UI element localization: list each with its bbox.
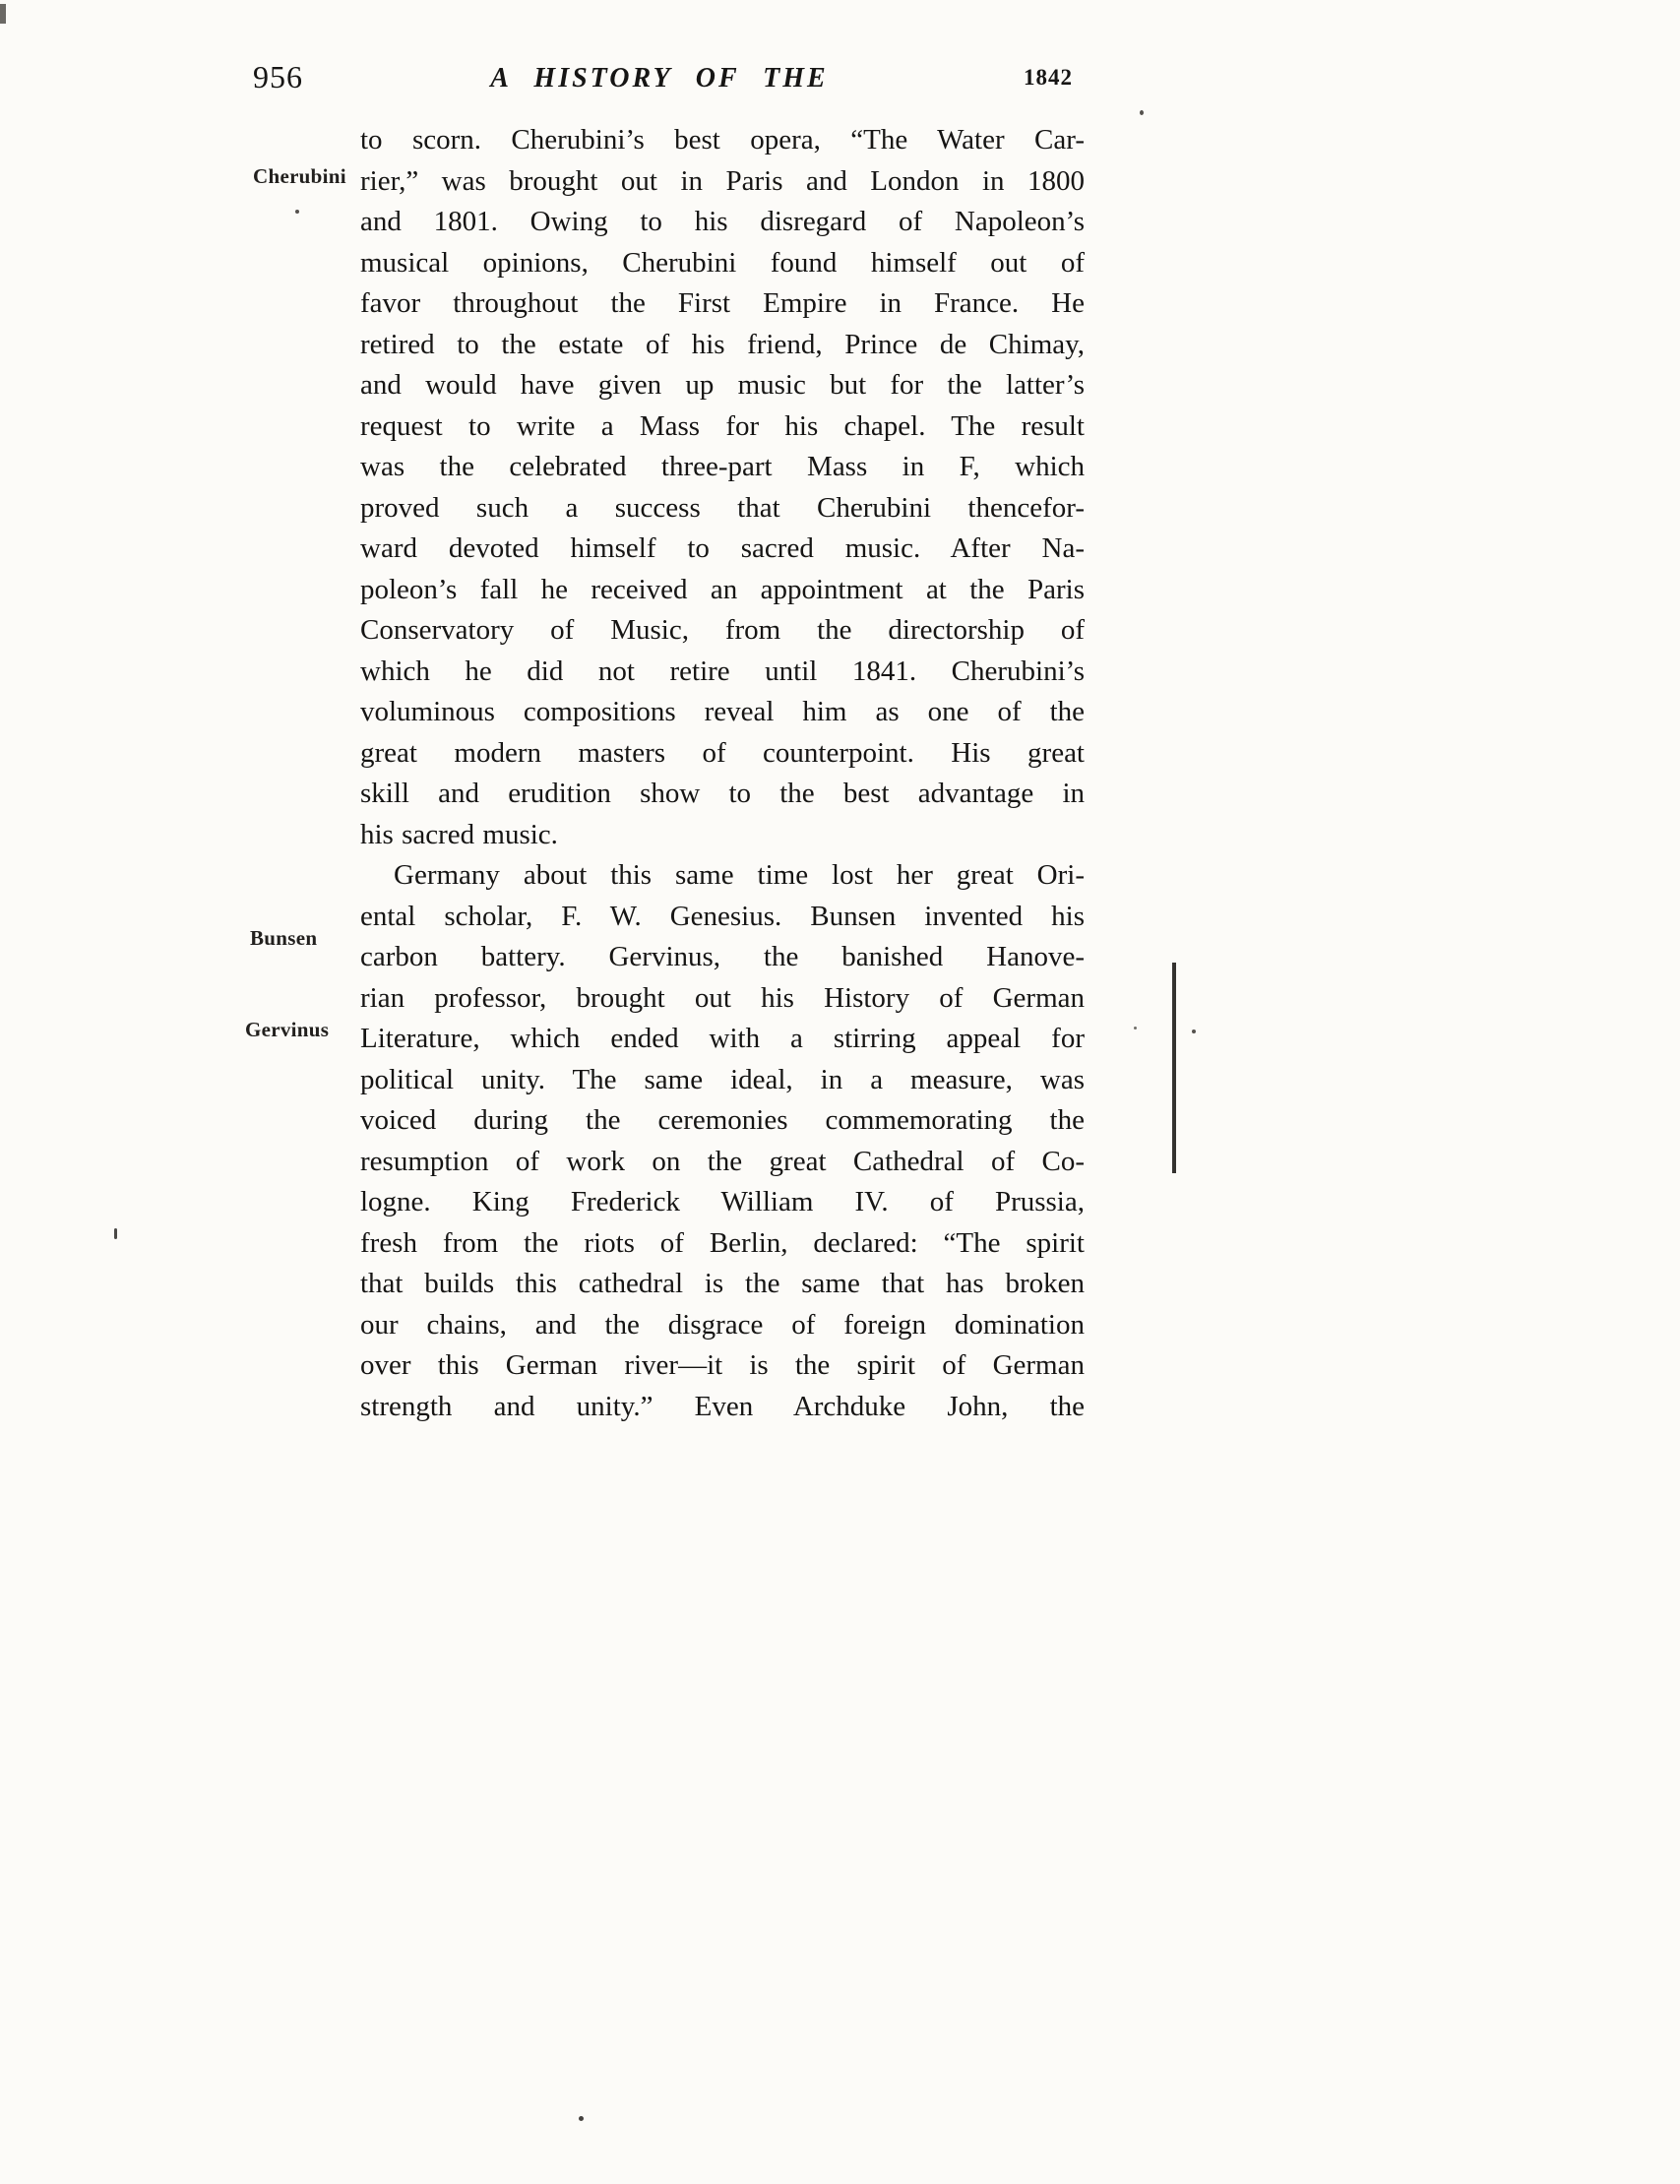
scan-artifact-dot — [579, 2116, 584, 2121]
text-line: voiced during the ceremonies commemorating the — [360, 1104, 1085, 1136]
text-line: musical opinions, Cherubini found himself out of — [360, 246, 1085, 279]
header-year: 1842 — [1024, 65, 1073, 90]
paragraph — [360, 855, 1085, 1427]
text-line: which he did not retire until 1841. Cherubini’s — [360, 655, 1085, 687]
text-line: logne. King Frederick William IV. of Prussia, — [360, 1186, 1085, 1217]
scan-artifact-tick-mark — [114, 1228, 117, 1239]
text-line: strength and unity.” Even Archduke John, the — [360, 1390, 1085, 1422]
text-line: and would have given up music but for the latter’s — [360, 369, 1085, 401]
scan-artifact-corner-mark — [0, 4, 6, 24]
running-title: A HISTORY OF THE — [490, 63, 829, 94]
text-line: rier,” was brought out in Paris and London in 1800 — [360, 164, 1085, 197]
text-line: proved such a success that Cherubini thencefor- — [360, 491, 1085, 524]
margin-note-gervinus: Gervinus — [245, 1018, 330, 1041]
text-line: great modern masters of counterpoint. His great — [360, 736, 1085, 769]
text-line: request to write a Mass for his chapel. The result — [360, 409, 1085, 442]
scan-artifact-dot — [295, 210, 299, 214]
margin-note-bunsen: Bunsen — [250, 926, 318, 950]
scan-artifact-dot — [1134, 1027, 1137, 1030]
paragraph — [360, 120, 1085, 855]
text-line: skill and erudition show to the best advantage in — [360, 778, 1085, 809]
scan-artifact-vertical-line — [1172, 963, 1176, 1173]
text-line: ward devoted himself to sacred music. After Na- — [360, 532, 1085, 564]
body-text — [360, 120, 1085, 1427]
text-line: and 1801. Owing to his disregard of Napoleon’s — [360, 206, 1085, 237]
text-line: resumption of work on the great Cathedral of Co- — [360, 1145, 1085, 1177]
text-line: his sacred music. — [360, 818, 558, 850]
text-line: to scorn. Cherubini’s best opera, “The Water Car- — [360, 124, 1085, 156]
text-line: our chains, and the disgrace of foreign domination — [360, 1308, 1085, 1341]
text-line: over this German river—it is the spirit of German — [360, 1349, 1085, 1381]
scan-artifact-dot — [1192, 1030, 1196, 1033]
text-line: favor throughout the First Empire in France. He — [360, 287, 1085, 319]
margin-note-cherubini: Cherubini — [253, 164, 346, 188]
text-line: rian professor, brought out his History of German — [360, 981, 1085, 1014]
text-line: Germany about this same time lost her great Ori- — [394, 859, 1085, 891]
text-line: carbon battery. Gervinus, the banished Hanove- — [360, 941, 1085, 972]
text-line: voluminous compositions reveal him as one of the — [360, 696, 1085, 727]
text-line: fresh from the riots of Berlin, declared: “The spirit — [360, 1226, 1085, 1259]
text-line: Conservatory of Music, from the directorship of — [360, 614, 1085, 646]
text-line: poleon’s fall he received an appointment at the Paris — [360, 573, 1085, 605]
text-line: political unity. The same ideal, in a measure, was — [360, 1063, 1085, 1095]
page-number: 956 — [253, 59, 303, 94]
text-line: that builds this cathedral is the same that has broken — [360, 1268, 1085, 1299]
text-line: ental scholar, F. W. Genesius. Bunsen invented his — [360, 900, 1085, 932]
text-line: Literature, which ended with a stirring appeal for — [360, 1023, 1085, 1054]
text-line: retired to the estate of his friend, Prince de Chimay, — [360, 328, 1085, 360]
scan-artifact-dot — [1140, 110, 1144, 115]
text-line: was the celebrated three-part Mass in F, which — [360, 451, 1085, 482]
